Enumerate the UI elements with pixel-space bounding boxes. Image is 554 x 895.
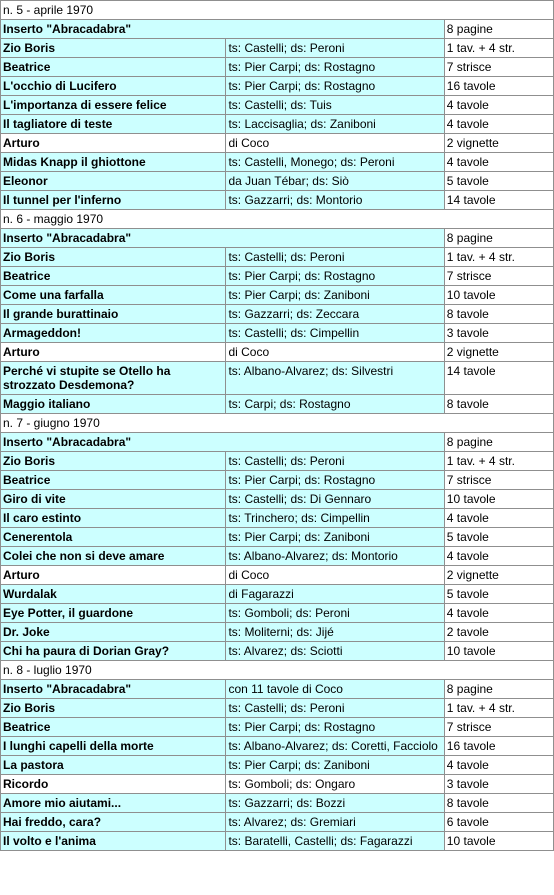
credits-cell: con 11 tavole di Coco <box>226 680 443 698</box>
story-title: Zio Boris <box>1 248 225 266</box>
story-title: Maggio italiano <box>1 395 225 413</box>
table-row <box>1 286 553 304</box>
pages-cell: 10 tavole <box>445 490 553 508</box>
table-row <box>1 77 553 95</box>
pages-cell: 8 pagine <box>445 20 553 38</box>
table-row <box>1 172 553 190</box>
credits-cell: ts: Pier Carpi; ds: Rostagno <box>226 267 443 285</box>
pages-cell: 2 vignette <box>445 566 553 584</box>
story-title: Ricordo <box>1 775 225 793</box>
pages-cell: 4 tavole <box>445 115 553 133</box>
credits-cell: ts: Gazzarri; ds: Zeccara <box>226 305 443 323</box>
pages-cell: 8 tavole <box>445 794 553 812</box>
story-title: L'importanza di essere felice <box>1 96 225 114</box>
table-row <box>1 604 553 622</box>
credits-cell: ts: Castelli, Monego; ds: Peroni <box>226 153 443 171</box>
table-row <box>1 96 553 114</box>
table-row <box>1 775 553 793</box>
pages-cell: 8 tavole <box>445 305 553 323</box>
issue-heading: n. 6 - maggio 1970 <box>1 210 553 228</box>
issue-heading-row <box>1 210 553 228</box>
story-title: Chi ha paura di Dorian Gray? <box>1 642 225 660</box>
issue-heading-row <box>1 1 553 19</box>
pages-cell: 5 tavole <box>445 528 553 546</box>
pages-cell: 5 tavole <box>445 172 553 190</box>
insert-title: Inserto "Abracadabra" <box>1 229 444 247</box>
story-title: La pastora <box>1 756 225 774</box>
credits-cell: di Coco <box>226 134 443 152</box>
credits-cell: ts: Pier Carpi; ds: Zaniboni <box>226 528 443 546</box>
story-title: Arturo <box>1 566 225 584</box>
pages-cell: 7 strisce <box>445 58 553 76</box>
table-row <box>1 305 553 323</box>
story-title: Il volto e l'anima <box>1 832 225 850</box>
table-row <box>1 699 553 717</box>
credits-cell: ts: Laccisaglia; ds: Zaniboni <box>226 115 443 133</box>
credits-cell: ts: Pier Carpi; ds: Zaniboni <box>226 286 443 304</box>
pages-cell: 2 vignette <box>445 134 553 152</box>
pages-cell: 8 pagine <box>445 680 553 698</box>
credits-cell: ts: Albano-Alvarez; ds: Coretti, Facciolo <box>226 737 443 755</box>
table-row <box>1 471 553 489</box>
story-title: Perché vi stupite se Otello ha strozzato Desdemona? <box>1 362 225 394</box>
story-title: Zio Boris <box>1 39 225 57</box>
pages-cell: 5 tavole <box>445 585 553 603</box>
credits-cell: ts: Pier Carpi; ds: Rostagno <box>226 471 443 489</box>
pages-cell: 10 tavole <box>445 642 553 660</box>
pages-cell: 7 strisce <box>445 471 553 489</box>
table-row <box>1 452 553 470</box>
story-title: Beatrice <box>1 471 225 489</box>
table-row <box>1 20 553 38</box>
table-row <box>1 395 553 413</box>
pages-cell: 10 tavole <box>445 832 553 850</box>
pages-cell: 7 strisce <box>445 718 553 736</box>
story-title: Amore mio aiutami... <box>1 794 225 812</box>
credits-cell: ts: Castelli; ds: Peroni <box>226 248 443 266</box>
pages-cell: 16 tavole <box>445 737 553 755</box>
table-row <box>1 642 553 660</box>
table-row <box>1 58 553 76</box>
table-row <box>1 362 553 394</box>
story-title: Hai freddo, cara? <box>1 813 225 831</box>
story-title: Wurdalak <box>1 585 225 603</box>
table-row <box>1 813 553 831</box>
table-row <box>1 191 553 209</box>
story-title: Giro di vite <box>1 490 225 508</box>
table-row <box>1 756 553 774</box>
pages-cell: 8 pagine <box>445 433 553 451</box>
table-row <box>1 490 553 508</box>
pages-cell: 1 tav. + 4 str. <box>445 452 553 470</box>
story-title: Come una farfalla <box>1 286 225 304</box>
story-title: Cenerentola <box>1 528 225 546</box>
pages-cell: 10 tavole <box>445 286 553 304</box>
story-title: Il caro estinto <box>1 509 225 527</box>
table-row <box>1 39 553 57</box>
table-row <box>1 585 553 603</box>
credits-cell: ts: Castelli; ds: Peroni <box>226 699 443 717</box>
credits-cell: ts: Baratelli, Castelli; ds: Fagarazzi <box>226 832 443 850</box>
table-row <box>1 794 553 812</box>
issue-heading: n. 8 - luglio 1970 <box>1 661 553 679</box>
credits-cell: ts: Castelli; ds: Peroni <box>226 39 443 57</box>
credits-cell: ts: Trinchero; ds: Cimpellin <box>226 509 443 527</box>
story-title: Inserto "Abracadabra" <box>1 680 225 698</box>
credits-cell: ts: Gomboli; ds: Ongaro <box>226 775 443 793</box>
pages-cell: 4 tavole <box>445 547 553 565</box>
table-row <box>1 509 553 527</box>
credits-cell: ts: Castelli; ds: Tuis <box>226 96 443 114</box>
pages-cell: 14 tavole <box>445 362 553 394</box>
pages-cell: 1 tav. + 4 str. <box>445 248 553 266</box>
table-row <box>1 737 553 755</box>
story-title: Zio Boris <box>1 452 225 470</box>
credits-cell: ts: Gazzarri; ds: Montorio <box>226 191 443 209</box>
credits-cell: ts: Castelli; ds: Cimpellin <box>226 324 443 342</box>
credits-cell: ts: Albano-Alvarez; ds: Silvestri <box>226 362 443 394</box>
story-title: Beatrice <box>1 267 225 285</box>
insert-title: Inserto "Abracadabra" <box>1 433 444 451</box>
table-row <box>1 832 553 850</box>
pages-cell: 14 tavole <box>445 191 553 209</box>
issue-heading-row <box>1 414 553 432</box>
table-row <box>1 680 553 698</box>
pages-cell: 2 vignette <box>445 343 553 361</box>
story-title: Il tunnel per l'inferno <box>1 191 225 209</box>
story-title: Arturo <box>1 343 225 361</box>
pages-cell: 1 tav. + 4 str. <box>445 699 553 717</box>
credits-cell: ts: Albano-Alvarez; ds: Montorio <box>226 547 443 565</box>
pages-cell: 4 tavole <box>445 604 553 622</box>
table-row <box>1 115 553 133</box>
credits-cell: ts: Gazzarri; ds: Bozzi <box>226 794 443 812</box>
story-title: Beatrice <box>1 718 225 736</box>
table-row <box>1 267 553 285</box>
credits-cell: di Fagarazzi <box>226 585 443 603</box>
story-title: Beatrice <box>1 58 225 76</box>
insert-title: Inserto "Abracadabra" <box>1 20 444 38</box>
table-row <box>1 528 553 546</box>
credits-cell: di Coco <box>226 566 443 584</box>
credits-cell: ts: Pier Carpi; ds: Rostagno <box>226 77 443 95</box>
story-title: Il tagliatore di teste <box>1 115 225 133</box>
story-title: Eleonor <box>1 172 225 190</box>
story-title: Arturo <box>1 134 225 152</box>
story-title: I lunghi capelli della morte <box>1 737 225 755</box>
pages-cell: 3 tavole <box>445 324 553 342</box>
pages-cell: 16 tavole <box>445 77 553 95</box>
pages-cell: 8 pagine <box>445 229 553 247</box>
credits-cell: ts: Alvarez; ds: Gremiari <box>226 813 443 831</box>
credits-cell: ts: Gomboli; ds: Peroni <box>226 604 443 622</box>
pages-cell: 4 tavole <box>445 756 553 774</box>
issues-table-body <box>1 1 553 850</box>
issue-heading-row <box>1 661 553 679</box>
story-title: Armageddon! <box>1 324 225 342</box>
story-title: Zio Boris <box>1 699 225 717</box>
story-title: L'occhio di Lucifero <box>1 77 225 95</box>
pages-cell: 4 tavole <box>445 153 553 171</box>
pages-cell: 4 tavole <box>445 509 553 527</box>
table-row <box>1 343 553 361</box>
table-row <box>1 134 553 152</box>
table-row <box>1 623 553 641</box>
table-row <box>1 547 553 565</box>
credits-cell: da Juan Tébar; ds: Siò <box>226 172 443 190</box>
table-row <box>1 718 553 736</box>
credits-cell: ts: Moliterni; ds: Jijé <box>226 623 443 641</box>
story-title: Il grande burattinaio <box>1 305 225 323</box>
credits-cell: ts: Alvarez; ds: Sciotti <box>226 642 443 660</box>
credits-cell: di Coco <box>226 343 443 361</box>
table-row <box>1 566 553 584</box>
table-row <box>1 229 553 247</box>
table-row <box>1 433 553 451</box>
pages-cell: 4 tavole <box>445 96 553 114</box>
pages-cell: 3 tavole <box>445 775 553 793</box>
pages-cell: 2 tavole <box>445 623 553 641</box>
credits-cell: ts: Pier Carpi; ds: Zaniboni <box>226 756 443 774</box>
credits-cell: ts: Castelli; ds: Peroni <box>226 452 443 470</box>
credits-cell: ts: Carpi; ds: Rostagno <box>226 395 443 413</box>
table-row <box>1 248 553 266</box>
credits-cell: ts: Castelli; ds: Di Gennaro <box>226 490 443 508</box>
issue-heading: n. 5 - aprile 1970 <box>1 1 553 19</box>
story-title: Dr. Joke <box>1 623 225 641</box>
issue-heading: n. 7 - giugno 1970 <box>1 414 553 432</box>
pages-cell: 8 tavole <box>445 395 553 413</box>
story-title: Colei che non si deve amare <box>1 547 225 565</box>
credits-cell: ts: Pier Carpi; ds: Rostagno <box>226 718 443 736</box>
pages-cell: 1 tav. + 4 str. <box>445 39 553 57</box>
pages-cell: 6 tavole <box>445 813 553 831</box>
story-title: Eye Potter, il guardone <box>1 604 225 622</box>
table-row <box>1 153 553 171</box>
pages-cell: 7 strisce <box>445 267 553 285</box>
story-title: Midas Knapp il ghiottone <box>1 153 225 171</box>
credits-cell: ts: Pier Carpi; ds: Rostagno <box>226 58 443 76</box>
table-row <box>1 324 553 342</box>
